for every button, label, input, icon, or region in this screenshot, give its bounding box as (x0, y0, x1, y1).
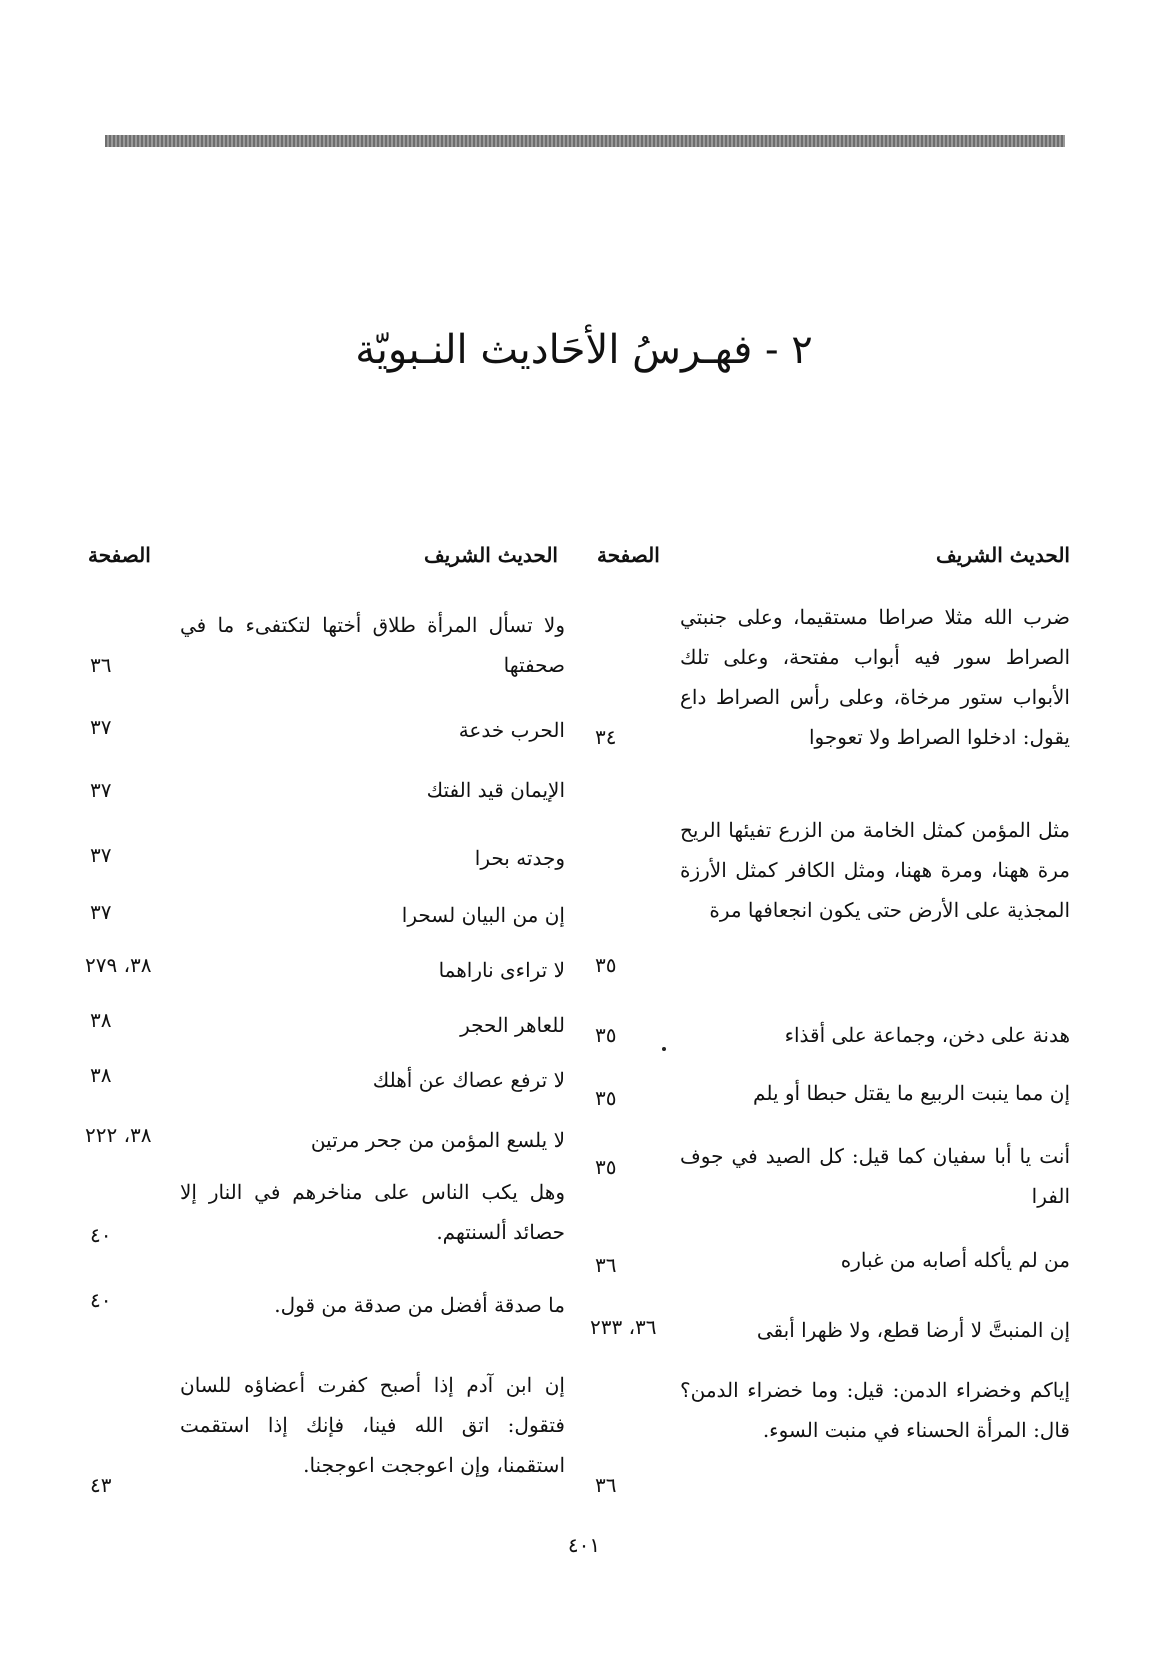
page-number: ٣٦ (595, 1253, 617, 1277)
hadith-text: وهل يكب الناس على مناخرهم في النار إلا حصائد ألسنتهم. (180, 1180, 565, 1244)
page-number: ٣٧ (90, 843, 112, 867)
hadith-entry (80, 1285, 565, 1325)
stray-dot (662, 1047, 666, 1051)
hadith-text: من لم يأكله أصابه من غباره (840, 1248, 1070, 1272)
hadith-entry (80, 1060, 565, 1100)
page-number: ٣٥ (595, 1086, 617, 1110)
hadith-entry (80, 1172, 565, 1252)
page-number: ٣٦ (595, 1473, 617, 1497)
hadith-text: وجدته بحرا (474, 846, 565, 870)
page-number: ٣٥ (595, 1023, 617, 1047)
page-number: ٣٤ (595, 725, 617, 749)
page-number: ٣٥ (595, 953, 617, 977)
right-page-header: الصفحة (597, 543, 660, 567)
hadith-entry (580, 1015, 1070, 1055)
page-number: ٣٦ (90, 653, 112, 677)
hadith-entry (580, 1310, 1070, 1350)
page-number: ٤٣ (90, 1473, 112, 1497)
page-number: ٣٧ (90, 900, 112, 924)
hadith-entry (580, 1370, 1070, 1495)
hadith-text: ما صدقة أفضل من صدقة من قول. (274, 1293, 565, 1317)
hadith-text: إن ابن آدم إذا أصبح كفرت أعضاؤه للسان فتقول: اتق الله فينا، فإنك إذا استقمت استقمنا، وإن اعوججت اعوججنا. (180, 1373, 565, 1477)
hadith-entry (80, 1120, 565, 1160)
hadith-text: هدنة على دخن، وجماعة على أقذاء (784, 1023, 1070, 1047)
hadith-entry (80, 950, 565, 990)
hadith-entry (80, 838, 565, 878)
hadith-entry (80, 770, 565, 810)
hadith-text: إن من البيان لسحرا (401, 903, 565, 927)
page-number: ٣٨ (90, 1008, 112, 1032)
hadith-text: ضرب الله مثلا صراطا مستقيما، وعلى جنبتي الصراط سور فيه أبواب مفتحة، وعلى تلك الأبواب ستور مرخاة، وعلى رأس الصراط داع يقول: ادخلوا الصراط ولا تعوجوا (680, 605, 1070, 749)
page-number: ٣٨، ٢٧٩ (85, 953, 152, 977)
hadith-text: ولا تسأل المرأة طلاق أختها لتكتفىء ما في صحفتها (180, 613, 565, 677)
hadith-text: مثل المؤمن كمثل الخامة من الزرع تفيئها الريح مرة ههنا، ومرة ههنا، ومثل الكافر كمثل الأرزة المجذية على الأرض حتى يكون انجعافها مرة (680, 818, 1070, 922)
page-number: ٣٨، ٢٢٢ (85, 1123, 152, 1147)
page-number: ٤٠ (90, 1288, 112, 1312)
page-number: ٣٧ (90, 778, 112, 802)
page-number: ٣٦، ٢٣٣ (590, 1315, 657, 1339)
hadith-entry (580, 1073, 1070, 1113)
hadith-text: الحرب خدعة (458, 718, 565, 742)
hadith-entry (580, 810, 1070, 980)
hadith-text: إياكم وخضراء الدمن: قيل: وما خضراء الدمن؟ قال: المرأة الحسناء في منبت السوء. (680, 1378, 1070, 1442)
hadith-entry (80, 1365, 565, 1497)
hadith-entry (80, 710, 565, 750)
page-title: ٢ - فهـرسُ الأحَاديث النـبويّة (355, 327, 813, 373)
top-rule (105, 135, 1065, 147)
hadith-text: أنت يا أبا سفيان كما قيل: كل الصيد في جوف الفرا (680, 1144, 1070, 1208)
hadith-text: للعاهر الحجر (460, 1013, 565, 1037)
hadith-entry (80, 895, 565, 935)
page-number: ٣٨ (90, 1063, 112, 1087)
right-hadith-header: الحديث الشريف (935, 543, 1070, 567)
hadith-entry (580, 597, 1070, 767)
hadith-text: لا ترفع عصاك عن أهلك (372, 1068, 565, 1092)
hadith-entry (80, 605, 565, 685)
hadith-entry (580, 1240, 1070, 1280)
left-page-header: الصفحة (88, 543, 151, 567)
page-folio: ٤٠١ (567, 1533, 601, 1557)
hadith-text: إن المنبتَّ لا أرضا قطع، ولا ظهرا أبقى (756, 1318, 1070, 1342)
hadith-entry (580, 1136, 1070, 1216)
left-hadith-header: الحديث الشريف (423, 543, 558, 567)
page-number: ٣٥ (595, 1155, 617, 1179)
page-number: ٤٠ (90, 1223, 112, 1247)
hadith-text: لا تراءى ناراهما (438, 958, 565, 982)
hadith-text: الإيمان قيد الفتك (426, 778, 565, 802)
hadith-text: لا يلسع المؤمن من جحر مرتين (310, 1128, 565, 1152)
page-number: ٣٧ (90, 715, 112, 739)
hadith-text: إن مما ينبت الربيع ما يقتل حبطا أو يلم (753, 1081, 1070, 1105)
hadith-entry (80, 1005, 565, 1045)
